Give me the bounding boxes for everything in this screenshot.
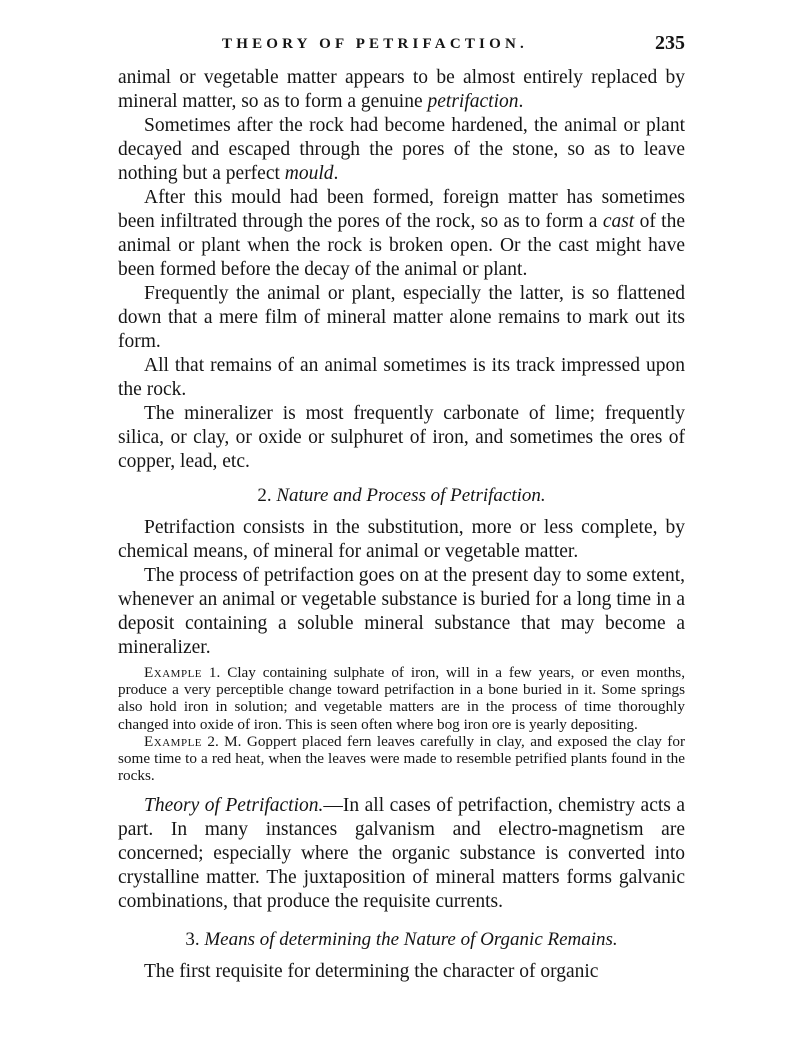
example-2 <box>118 733 685 785</box>
example-label: Example <box>144 664 203 681</box>
paragraph-end: . <box>518 91 524 112</box>
italic-term: petrifaction <box>427 91 519 112</box>
book-page <box>118 30 685 984</box>
running-head <box>118 30 685 66</box>
examples-block <box>118 664 685 784</box>
section-title: Means of determining the Nature of Organic Remains. <box>204 929 618 951</box>
italic-term: mould <box>284 163 334 184</box>
paragraph-text: After this mould had been formed, foreign matter has sometimes been infiltrated through the pores of the rock, so as to form a <box>118 187 685 232</box>
paragraph-requisite: The first requisite for determining the character of organic <box>144 961 599 983</box>
section-heading-3 <box>118 928 685 952</box>
paragraph-flattened: Frequently the animal or plant, especially the latter, is so flattened down that a mere film of mineral matter alone remains to mark out its form. <box>118 283 685 352</box>
paragraph-theory <box>118 794 685 914</box>
section-number: 2. <box>257 485 272 506</box>
paragraph-definition: Petrifaction consists in the substitution, more or less complete, by chemical means, of mineral for animal or vegetable matter. <box>118 517 685 562</box>
section-number: 3. <box>185 929 200 951</box>
paragraph-track: All that remains of an animal sometimes is its track impressed upon the rock. <box>118 355 685 400</box>
page-number: 235 <box>655 32 685 54</box>
paragraph-text: of the animal or plant when the rock is broken open. Or the cast might have been formed before the decay of the animal or plant. <box>118 211 685 280</box>
paragraph-process: The process of petrifaction goes on at the present day to some extent, whenever an animal or vegetable substance is buried for a long time in a deposit containing a soluble mineral substance that may become a mineralizer. <box>118 565 685 658</box>
example-label: Example <box>144 732 203 750</box>
paragraph-text: Sometimes after the rock had become hardened, the animal or plant decayed and escaped through the pores of the stone, so as to leave nothing but a perfect <box>118 115 685 184</box>
running-title: THEORY OF PETRIFACTION. <box>222 36 528 52</box>
theory-heading: Theory of Petrifaction. <box>144 795 324 817</box>
italic-term: cast <box>602 211 635 232</box>
paragraph-text: animal or vegetable matter appears to be almost entirely replaced by mineral matter, so as to form a genuine <box>118 67 685 112</box>
example-text: 1. Clay containing sulphate of iron, will in a few years, or even months, produce a very perceptible change toward petrifaction in a bone buried in it. Some springs also hold iron in solution; and vegetable matters are in the process of time thoroughly changed into oxide of iron. This is seen often where bog iron ore is yearly depositing. <box>118 664 685 733</box>
section-title: Nature and Process of Petrifaction. <box>276 485 546 506</box>
theory-text: —In all cases of petrifaction, chemistry acts a part. In many instances galvanism and electro-magnetism are concerned; especially where the organic substance is converted into crystalline matter. The juxtaposition of mineral matters forms galvanic combinations, that produce the requisite currents. <box>118 795 685 913</box>
section-heading-2 <box>118 484 685 508</box>
example-1 <box>118 664 685 733</box>
paragraph-cast <box>118 186 685 282</box>
paragraph-mould <box>118 114 685 186</box>
example-text: 2. M. Goppert placed fern leaves carefully in clay, and exposed the clay for some time to a red heat, when the leaves were made to resemble petrified plants found in the rocks. <box>118 732 685 785</box>
paragraph-continued <box>118 66 685 114</box>
paragraph-end: . <box>333 163 339 184</box>
paragraph-mineralizer: The mineralizer is most frequently carbonate of lime; frequently silica, or clay, or oxide or sulphuret of iron, and sometimes the ores of copper, lead, etc. <box>118 403 685 472</box>
